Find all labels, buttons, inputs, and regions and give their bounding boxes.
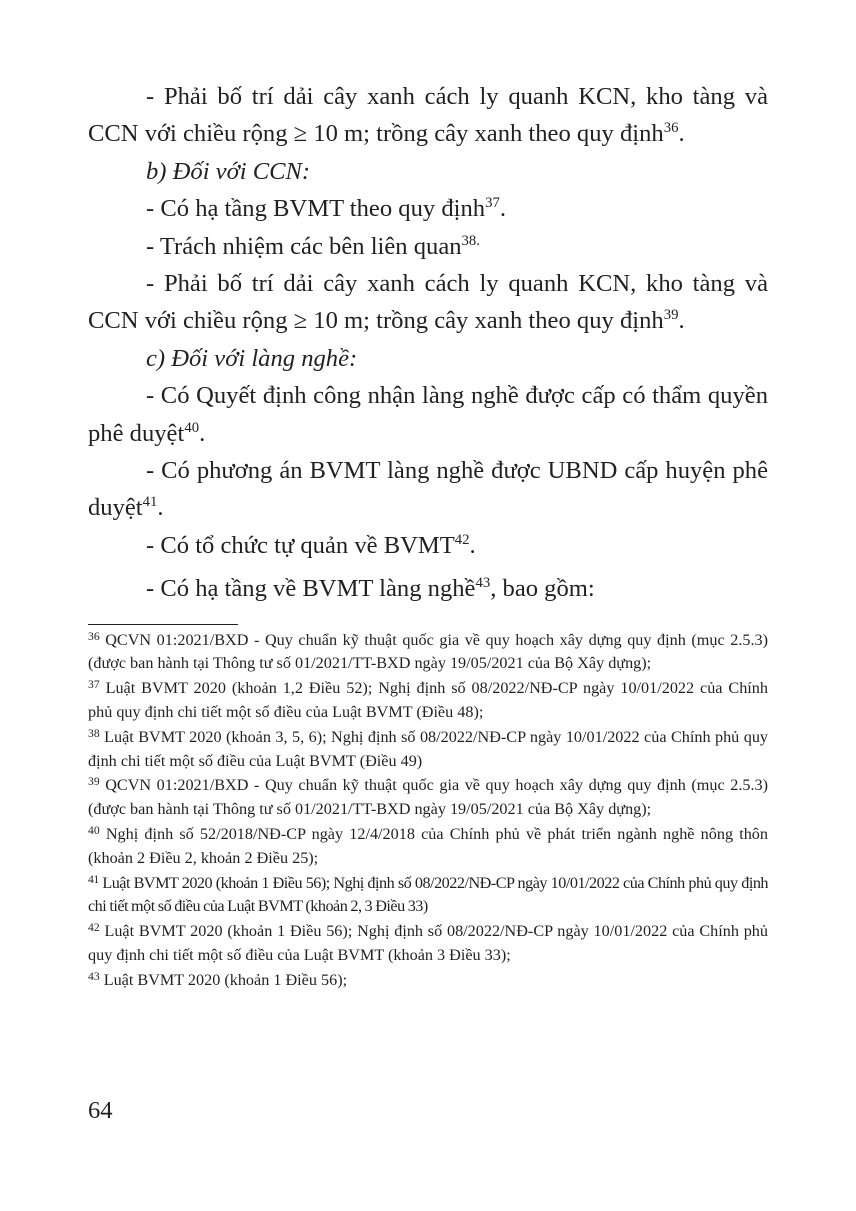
page-number: 64 — [88, 1097, 113, 1124]
footnote-42: $^{42}$ Luật BVMT 2020 (khoản 1 Điều 56); Nghị định số 08/2022/NĐ-CP ngày 10/01/2022 của Chính phủ quy định chi tiết một số điều của Luật BVMT (khoản 3 Điều 33); — [88, 921, 768, 965]
footnote-ref-41[interactable]: 41 — [142, 494, 158, 511]
footnote-43: $^{43}$ Luật BVMT 2020 (khoản 1 Điều 56); — [88, 969, 348, 989]
paragraph-greenbelt-kcn: - Phải bố trí dải cây xanh cách ly quanh KCN, kho tàng và CCN với chiều rộng ≥ 10 m; trồng cây xanh theo quy định$^{36}$. — [88, 83, 768, 148]
paragraph-protection-plan: - Có phương án BVMT làng nghề được UBND cấp huyện phê duyệt$^{41}$. — [88, 457, 768, 522]
footnotes — [88, 629, 768, 993]
footnote-separator — [88, 624, 238, 625]
subheading-ccn: b) Đối với CCN: — [146, 157, 311, 185]
page-content — [88, 78, 768, 994]
footnote-ref-42[interactable]: 42 — [454, 531, 470, 548]
footnote-37: $^{37}$ Luật BVMT 2020 (khoản 1,2 Điều 52); Nghị định số 08/2022/NĐ-CP ngày 10/01/2022 của Chính phủ quy định chi tiết một số điều của Luật BVMT (Điều 48); — [88, 678, 768, 722]
body-text — [88, 78, 768, 608]
footnote-ref-40[interactable]: 40 — [184, 419, 200, 436]
paragraph-self-management: - Có tổ chức tự quản về BVMT$^{42}$. — [146, 531, 476, 559]
paragraph-recognition-decision: - Có Quyết định công nhận làng nghề được cấp có thẩm quyền phê duyệt$^{40}$. — [88, 382, 768, 447]
footnote-38: $^{38}$ Luật BVMT 2020 (khoản 3, 5, 6); Nghị định số 08/2022/NĐ-CP ngày 10/01/2022 của Chính phủ quy định chi tiết một số điều của Luật BVMT (Điều 49) — [88, 726, 769, 770]
footnote-40: $^{40}$ Nghị định số 52/2018/NĐ-CP ngày 12/4/2018 của Chính phủ về phát triển ngành nghề nông thôn (khoản 2 Điều 2, khoản 2 Điều 25); — [88, 823, 768, 867]
paragraph-responsibilities: - Trách nhiệm các bên liên quan$^{38.}$ — [146, 232, 480, 260]
paragraph-greenbelt-ccn: - Phải bố trí dải cây xanh cách ly quanh KCN, kho tàng và CCN với chiều rộng ≥ 10 m; trồng cây xanh theo quy định$^{39}$. — [88, 270, 768, 335]
footnote-36: $^{36}$ QCVN 01:2021/BXD - Quy chuẩn kỹ thuật quốc gia về quy hoạch xây dựng quy định (mục 2.5.3) (được ban hành tại Thông tư số 01/2021/TT-BXD ngày 19/05/2021 của Bộ Xây dựng); — [88, 629, 768, 673]
footnote-ref-39[interactable]: 39 — [663, 307, 679, 324]
paragraph-village-infrastructure: - Có hạ tầng về BVMT làng nghề$^{43}$, bao gồm: — [146, 575, 595, 603]
footnote-41: $^{41}$ Luật BVMT 2020 (khoản 1 Điều 56); Nghị định số 08/2022/NĐ-CP ngày 10/01/2022 của Chính phủ quy định chi tiết một số điều của Luật BVMT (khoản 2, 3 Điều 33) — [88, 872, 769, 916]
footnote-ref-36[interactable]: 36 — [663, 120, 679, 137]
footnote-ref-38[interactable]: 38. — [461, 232, 480, 249]
footnote-ref-37[interactable]: 37 — [485, 195, 500, 212]
footnote-ref-43[interactable]: 43 — [475, 575, 491, 592]
footnote-39: $^{39}$ QCVN 01:2021/BXD - Quy chuẩn kỹ thuật quốc gia về quy hoạch xây dựng quy định (mục 2.5.3) (được ban hành tại Thông tư số 01/2021/TT-BXD ngày 19/05/2021 của Bộ Xây dựng); — [88, 775, 768, 819]
paragraph-ccn-infrastructure: - Có hạ tầng BVMT theo quy định$^{37}$. — [146, 195, 506, 223]
subheading-craft-village: c) Đối với làng nghề: — [146, 344, 358, 372]
